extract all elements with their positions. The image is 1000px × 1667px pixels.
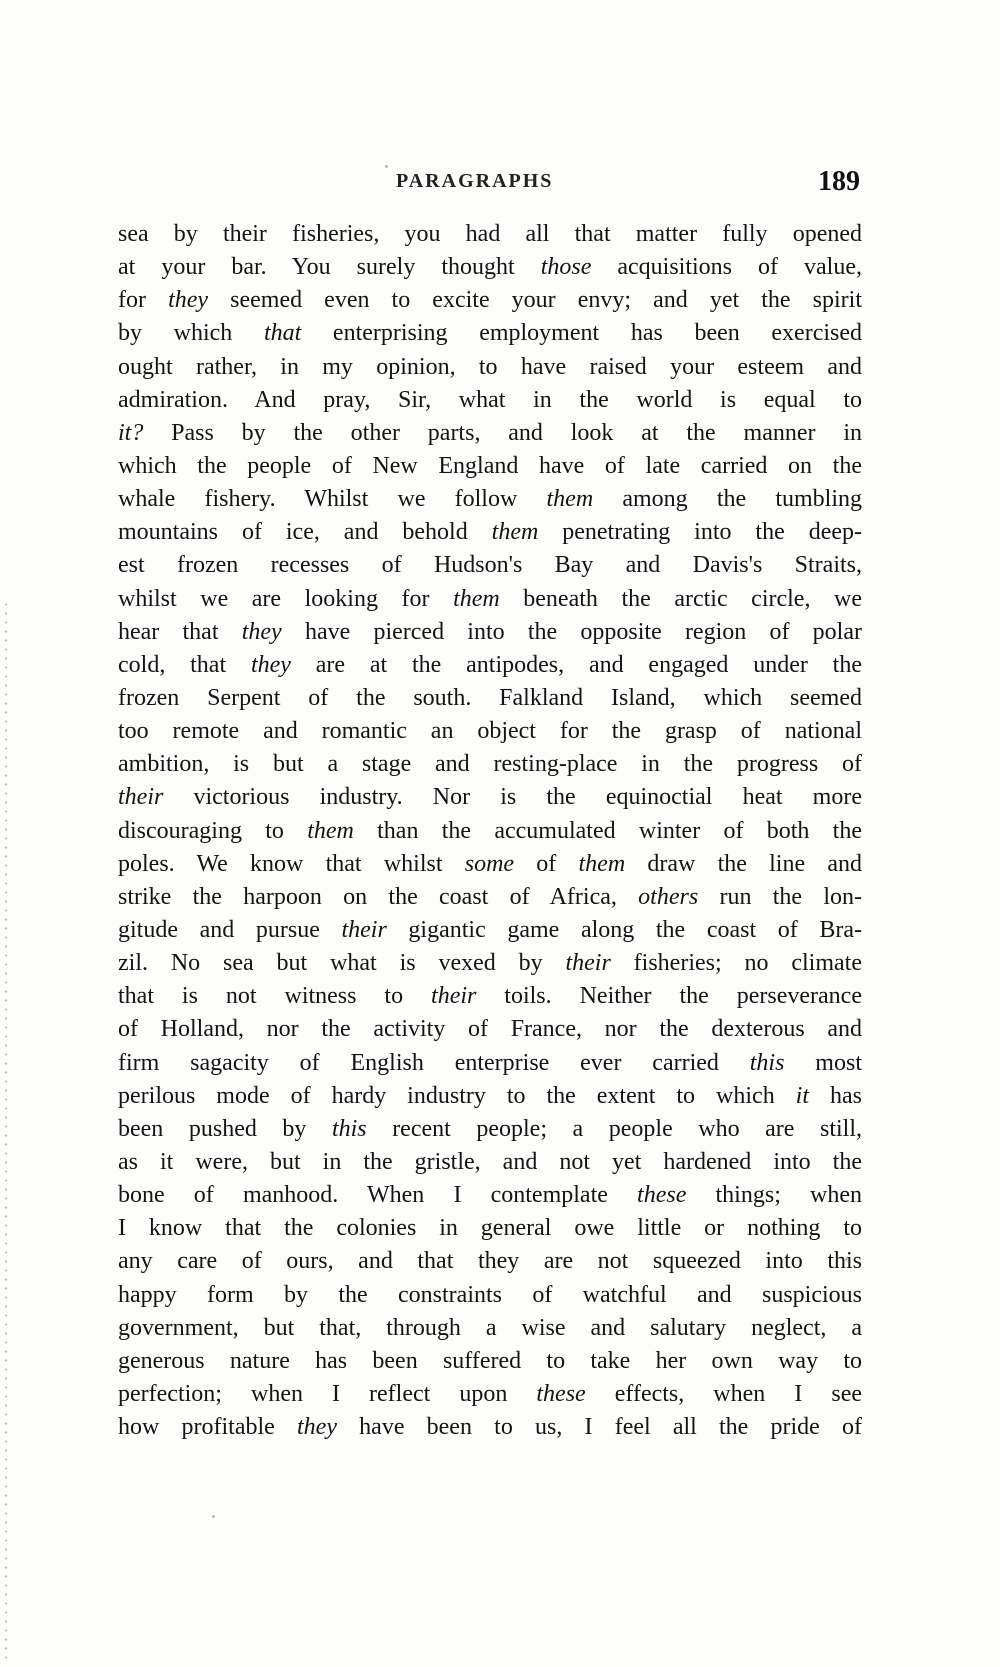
text-line: how profitable they have been to us, I feel all the pride of	[118, 1414, 863, 1441]
text-line: est frozen recesses of Hudson's Bay and Davis's Straits,	[118, 552, 862, 579]
text-line: their victorious industry. Nor is the equinoctial heat more	[118, 784, 862, 811]
text-line: discouraging to them than the accumulated winter of both the	[118, 817, 863, 844]
text-line: frozen Serpent of the south. Falkland Island, which seemed	[118, 684, 862, 711]
text-line: at your bar. You surely thought those acquisitions of value,	[118, 254, 862, 281]
text-line: which the people of New England have of late carried on the	[118, 452, 862, 479]
text-line: it? Pass by the other parts, and look at the manner in	[118, 419, 862, 446]
text-line: for they seemed even to excite your envy; and yet the spirit	[118, 287, 862, 314]
text-line: happy form by the constraints of watchful and suspicious	[118, 1281, 862, 1308]
text-line: by which that enterprising employment has been exercised	[118, 320, 862, 347]
text-line: hear that they have pierced into the opposite region of polar	[118, 618, 862, 645]
text-line: zil. No sea but what is vexed by their fisheries; no climate	[118, 950, 862, 977]
text-line: whale fishery. Whilst we follow them among the tumbling	[118, 486, 863, 513]
text-line: ought rather, in my opinion, to have raised your esteem and	[118, 353, 862, 380]
scan-speck	[212, 1515, 215, 1518]
text-line: government, but that, through a wise and salutary neglect, a	[118, 1314, 862, 1341]
text-line: generous nature has been suffered to take her own way to	[118, 1347, 862, 1374]
text-line: admiration. And pray, Sir, what in the world is equal to	[118, 386, 862, 413]
page-header	[118, 166, 860, 206]
text-line: gitude and pursue their gigantic game along the coast of Bra-	[118, 916, 863, 943]
page-number: 189	[818, 166, 860, 197]
text-line: I know that the colonies in general owe little or nothing to	[118, 1215, 862, 1242]
margin-scan-dots	[4, 600, 8, 1660]
text-line: whilst we are looking for them beneath the arctic circle, we	[118, 585, 863, 612]
text-line: any care of ours, and that they are not squeezed into this	[118, 1248, 862, 1275]
text-line: been pushed by this recent people; a people who are still,	[118, 1115, 863, 1142]
text-line: strike the harpoon on the coast of Africa, others run the lon-	[118, 883, 863, 910]
text-line: ambition, is but a stage and resting-place in the progress of	[118, 751, 862, 778]
text-line: too remote and romantic an object for the grasp of national	[118, 718, 862, 745]
running-head: PARAGRAPHS	[396, 170, 554, 192]
text-line: cold, that they are at the antipodes, and engaged under the	[118, 651, 862, 678]
text-line: of Holland, nor the activity of France, nor the dexterous and	[118, 1016, 862, 1043]
text-line: that is not witness to their toils. Neither the perseverance	[118, 983, 862, 1010]
text-line: sea by their fisheries, you had all that matter fully opened	[118, 221, 862, 247]
text-line: bone of manhood. When I contemplate these things; when	[118, 1182, 862, 1209]
text-line: as it were, but in the gristle, and not yet hardened into the	[118, 1148, 862, 1175]
text-line: poles. We know that whilst some of them draw the line and	[118, 850, 863, 877]
text-line: firm sagacity of English enterprise ever carried this most	[118, 1049, 862, 1076]
text-line: perfection; when I reflect upon these effects, when I see	[118, 1380, 862, 1407]
text-line: mountains of ice, and behold them penetrating into the deep-	[118, 519, 862, 546]
text-line: perilous mode of hardy industry to the extent to which it has	[118, 1082, 862, 1109]
body-text	[118, 218, 862, 1444]
